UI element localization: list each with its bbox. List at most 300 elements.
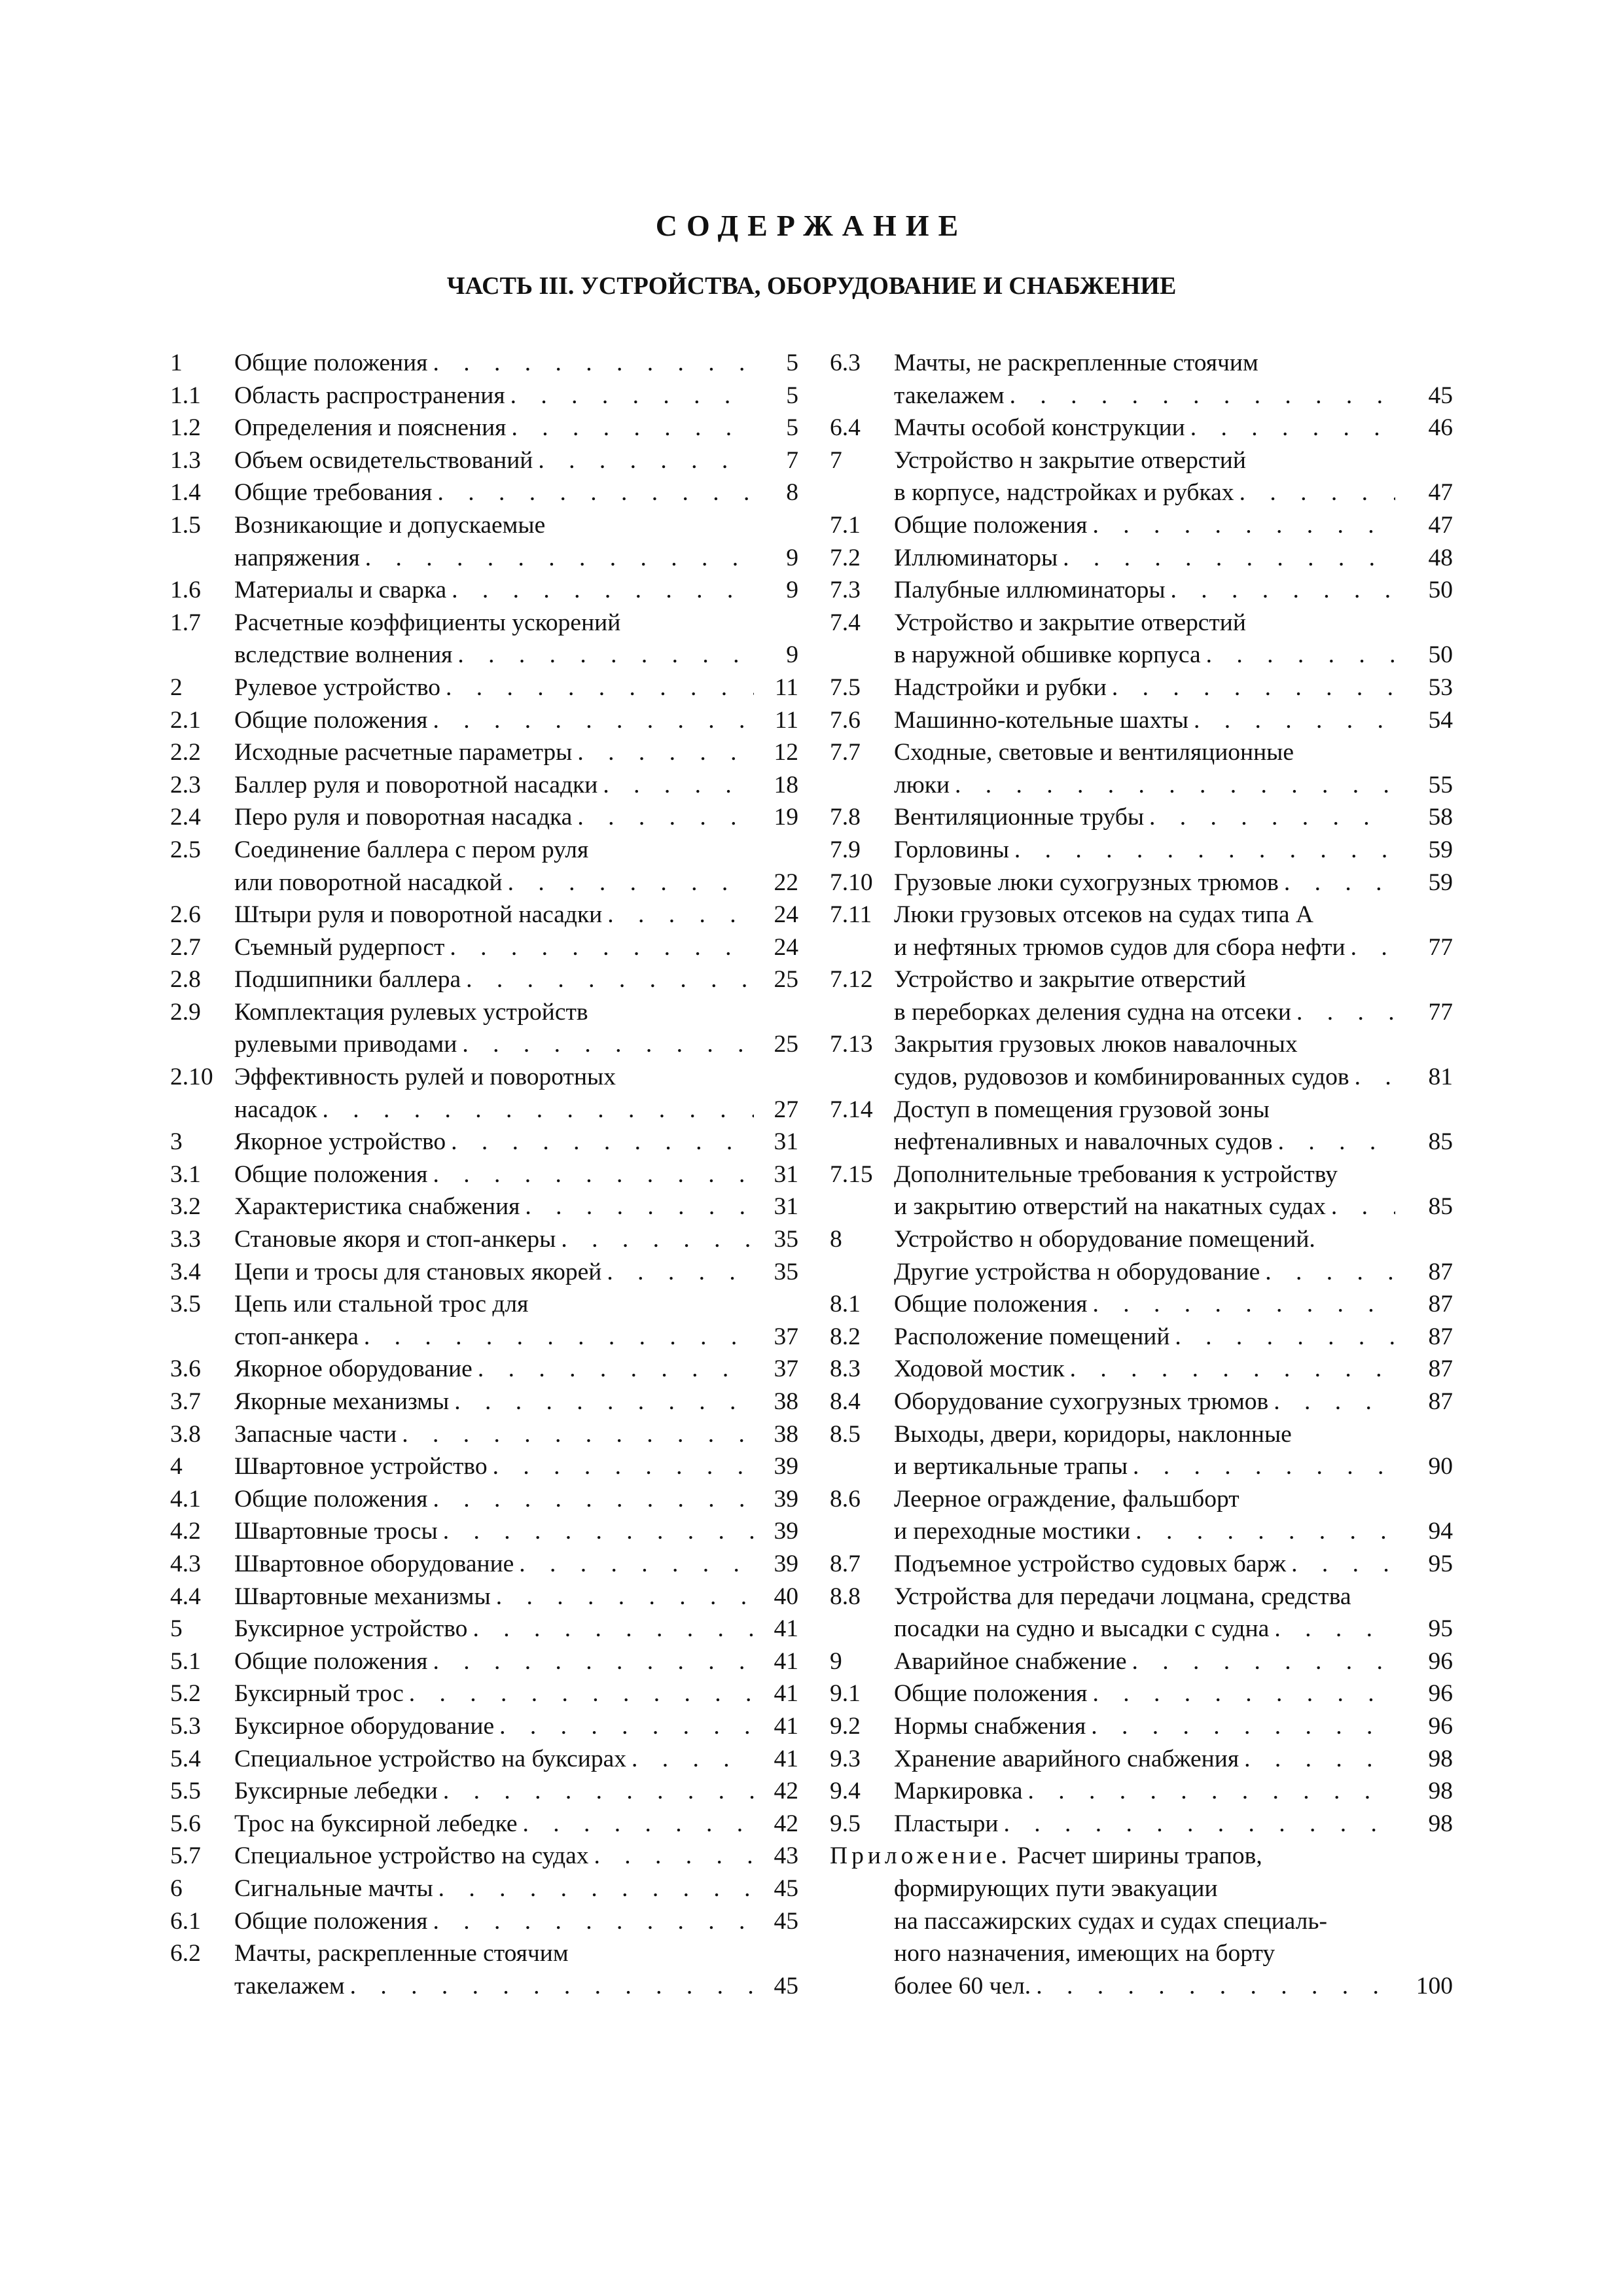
toc-entry (170, 899, 798, 931)
section-title: люки (894, 771, 950, 798)
toc-entry (830, 1418, 1453, 1483)
section-title: Общие положения (234, 1160, 428, 1188)
dot-leader (402, 1418, 754, 1451)
section-title: в корпусе, надстройках и рубках (894, 479, 1234, 507)
section-number: 4 (170, 1453, 183, 1480)
section-number: 6.1 (170, 1907, 201, 1935)
section-title: и переходные мостики (894, 1518, 1131, 1545)
toc-entry (170, 607, 798, 672)
toc-entry (830, 1386, 1453, 1418)
section-title: Иллюминаторы (894, 544, 1058, 571)
section-number: 2.3 (170, 771, 201, 798)
section-title: Цепь или стальной трос для (234, 1291, 529, 1318)
section-title: Устройство н оборудование помещений. (894, 1226, 1315, 1253)
appendix-line: формирующих пути эвакуации (894, 1874, 1218, 1902)
dot-leader (577, 736, 754, 769)
toc-entry (170, 931, 798, 964)
dot-leader (577, 801, 754, 834)
page-number: 35 (774, 1226, 798, 1253)
page-number: 18 (774, 771, 798, 798)
section-title: Область распространения (234, 382, 505, 409)
page-number: 98 (1428, 1810, 1453, 1837)
section-title: Устройства для передачи лоцмана, средства (894, 1583, 1351, 1610)
section-number: 2.2 (170, 739, 201, 766)
dot-leader (1112, 672, 1395, 704)
section-title: Хранение аварийного снабжения (894, 1745, 1240, 1772)
page-number: 11 (774, 673, 798, 701)
page-number: 47 (1428, 511, 1453, 539)
section-title: Общие положения (894, 511, 1088, 539)
toc-entry (830, 899, 1453, 963)
toc-entry (170, 1677, 798, 1710)
section-title: Грузовые люки сухогрузных трюмов (894, 869, 1279, 896)
section-number: 8.8 (830, 1583, 861, 1610)
section-title: напряжения (234, 544, 360, 571)
page-number: 96 (1428, 1647, 1453, 1675)
page-number: 43 (774, 1842, 798, 1870)
page-number: 87 (1428, 1258, 1453, 1285)
dot-leader (561, 1223, 754, 1256)
dot-leader (1171, 574, 1395, 607)
section-number: 7.3 (830, 577, 861, 604)
section-number: 5.2 (170, 1680, 201, 1708)
section-title: Якорное оборудование (234, 1355, 473, 1383)
section-number: 5.3 (170, 1712, 201, 1740)
page-number: 77 (1428, 933, 1453, 961)
section-number: 8.2 (830, 1323, 861, 1350)
page-number: 87 (1428, 1388, 1453, 1415)
page-number: 31 (774, 1160, 798, 1188)
section-title: Сходные, световые и вентиляционные (894, 739, 1294, 766)
toc-entry (170, 1873, 798, 1905)
dot-leader (433, 1483, 754, 1516)
toc-entry (170, 1808, 798, 1840)
dot-leader (451, 1126, 754, 1158)
section-number: 3.1 (170, 1160, 201, 1188)
section-title: Соединение баллера с пером руля (234, 836, 589, 863)
dot-leader (1240, 476, 1395, 509)
page-number: 47 (1428, 479, 1453, 507)
toc-entry (830, 574, 1453, 607)
page-number: 5 (786, 350, 798, 376)
dot-leader (1092, 1288, 1395, 1321)
section-title: и закрытию отверстий на накатных судах (894, 1193, 1326, 1221)
dot-leader (1149, 801, 1395, 834)
page-number: 9 (786, 641, 798, 669)
section-title: Съемный рудерпост (234, 933, 445, 961)
section-number: 4.4 (170, 1583, 201, 1610)
dot-leader (433, 704, 754, 737)
dot-leader (508, 867, 754, 899)
page-number: 31 (774, 1128, 798, 1156)
section-number: 1.1 (170, 382, 201, 409)
page-number: 39 (774, 1518, 798, 1545)
section-number: 3.4 (170, 1258, 201, 1285)
section-number: 2.6 (170, 901, 201, 929)
section-number: 7.9 (830, 836, 861, 863)
section-title: Мачты, не раскрепленные стоячим (894, 350, 1258, 376)
dot-leader (1028, 1775, 1395, 1808)
section-title: Возникающие и допускаемые (234, 511, 546, 539)
page-number: 35 (774, 1258, 798, 1285)
page-number: 8 (786, 479, 798, 507)
section-title: Исходные расчетные параметры (234, 739, 573, 766)
section-number: 5.5 (170, 1778, 201, 1805)
section-title: Буксирное устройство (234, 1615, 468, 1643)
section-title: Мачты, раскрепленные стоячим (234, 1940, 569, 1967)
page-number: 54 (1428, 706, 1453, 734)
dot-leader (466, 963, 754, 996)
page-number: 46 (1428, 414, 1453, 442)
section-number: 8.5 (830, 1420, 861, 1448)
section-title: Леерное ограждение, фальшборт (894, 1485, 1240, 1513)
dot-leader (1175, 1321, 1395, 1354)
toc-entry (830, 1645, 1453, 1678)
toc-entry (830, 1158, 1453, 1223)
dot-leader (450, 931, 754, 964)
dot-leader (438, 1873, 754, 1905)
page-number: 77 (1428, 998, 1453, 1026)
toc-entry (170, 1191, 798, 1223)
section-number: 5 (170, 1615, 183, 1643)
section-number: 7.8 (830, 804, 861, 831)
appendix-entry (830, 1840, 1453, 2002)
dot-leader (1091, 1710, 1395, 1743)
toc-entry (830, 607, 1453, 672)
page-title: СОДЕРЖАНИЕ (655, 209, 968, 242)
dot-leader (1133, 1450, 1395, 1483)
toc-entry (170, 509, 798, 574)
section-title: Общие положения (234, 1485, 428, 1513)
toc-entry (830, 1028, 1453, 1093)
section-number: 7.10 (830, 869, 873, 896)
page-number: 48 (1428, 544, 1453, 571)
toc-entry (830, 444, 1453, 509)
toc-entry (170, 1840, 798, 1873)
section-title: Устройство и закрытие отверстий (894, 609, 1246, 636)
section-number: 3.2 (170, 1193, 201, 1221)
dot-leader (511, 412, 754, 444)
section-number: 8.6 (830, 1485, 861, 1513)
toc-entry (830, 1775, 1453, 1808)
toc-entry (830, 1223, 1453, 1288)
section-title: Устройство н закрытие отверстий (894, 446, 1246, 474)
section-number: 2.5 (170, 836, 201, 863)
section-title: Пластыри (894, 1810, 999, 1837)
page-number: 94 (1428, 1518, 1453, 1545)
toc-entry (170, 834, 798, 899)
toc-entry (830, 1548, 1453, 1581)
section-number: 6.3 (830, 350, 861, 376)
section-number: 8.1 (830, 1291, 861, 1318)
page-number: 85 (1428, 1128, 1453, 1156)
page-number: 90 (1428, 1453, 1453, 1480)
toc-entry (170, 1288, 798, 1353)
page-number: 87 (1428, 1355, 1453, 1383)
section-title: Подъемное устройство судовых барж (894, 1550, 1287, 1577)
toc-entry (830, 1808, 1453, 1840)
toc-entry (170, 1256, 798, 1289)
dot-leader (1070, 1353, 1395, 1386)
section-number: 9.2 (830, 1712, 861, 1740)
toc-entry (170, 347, 798, 380)
section-title: Общие положения (894, 1680, 1088, 1708)
page-number: 95 (1428, 1615, 1453, 1643)
appendix-line: на пассажирских судах и судах специаль- (894, 1907, 1327, 1935)
section-title: Устройство и закрытие отверстий (894, 966, 1246, 994)
appendix-line: ного назначения, имеющих на борту (894, 1940, 1275, 1967)
dot-leader (1355, 1061, 1395, 1094)
page-number: 22 (774, 869, 798, 896)
section-title: Специальное устройство на судах (234, 1842, 589, 1870)
section-number: 7.1 (830, 511, 861, 539)
dot-leader (1278, 1126, 1395, 1158)
section-title: Швартовные тросы (234, 1518, 438, 1545)
section-title: и вертикальные трапы (894, 1453, 1128, 1480)
toc-entry (170, 672, 798, 704)
page-number: 31 (774, 1193, 798, 1221)
section-number: 2.1 (170, 706, 201, 734)
page-number: 25 (774, 1031, 798, 1058)
toc-entry (830, 1710, 1453, 1743)
toc-entry (830, 1321, 1453, 1354)
section-number: 5.4 (170, 1745, 201, 1772)
appendix-line: Расчет ширины трапов, (1017, 1842, 1262, 1870)
section-title: Мачты особой конструкции (894, 414, 1185, 442)
section-title: Характеристика снабжения (234, 1193, 520, 1221)
section-title: Маркировка (894, 1778, 1023, 1805)
section-number: 1.4 (170, 479, 201, 507)
section-title: Люки грузовых отсеков на судах типа А (894, 901, 1313, 929)
section-title: Расположение помещений (894, 1323, 1170, 1350)
page-number: 38 (774, 1388, 798, 1415)
page-number: 45 (774, 1972, 798, 2000)
section-title: Комплектация рулевых устройств (234, 998, 588, 1026)
toc-entry (170, 801, 798, 834)
page-number: 45 (1428, 382, 1453, 409)
section-title: Трос на буксирной лебедке (234, 1810, 518, 1837)
page-number: 40 (774, 1583, 798, 1610)
section-title: Цепи и тросы для становых якорей (234, 1258, 602, 1285)
dot-leader (1135, 1515, 1395, 1548)
page-number: 87 (1428, 1323, 1453, 1350)
section-number: 9.5 (830, 1810, 861, 1837)
section-number: 5.7 (170, 1842, 201, 1870)
section-number: 7.12 (830, 966, 873, 994)
section-title: и нефтяных трюмов судов для сбора нефти (894, 933, 1346, 961)
section-title: Горловины (894, 836, 1009, 863)
section-title: Другие устройства н оборудование (894, 1258, 1260, 1285)
section-number: 8.4 (830, 1388, 861, 1415)
section-title: Становые якоря и стоп-анкеры (234, 1226, 556, 1253)
dot-leader (1351, 931, 1395, 964)
toc-right-column (830, 347, 1453, 2002)
section-title: рулевыми приводами (234, 1031, 457, 1058)
section-number: 3.8 (170, 1420, 201, 1448)
page-number: 45 (774, 1874, 798, 1902)
dot-leader (607, 1256, 754, 1289)
dot-leader (1010, 380, 1395, 412)
dot-leader (493, 1450, 754, 1483)
section-title: вследствие волнения (234, 641, 453, 669)
dot-leader (433, 1645, 754, 1678)
dot-leader (594, 1840, 754, 1873)
section-title: Рулевое устройство (234, 673, 441, 701)
section-title: Закрытия грузовых люков навалочных (894, 1031, 1298, 1058)
section-title: Машинно-котельные шахты (894, 706, 1188, 734)
toc-entry (830, 736, 1453, 801)
page-number: 24 (774, 901, 798, 929)
page-number: 45 (774, 1907, 798, 1935)
section-number: 3.7 (170, 1388, 201, 1415)
section-title: Объем освидетельствований (234, 446, 533, 474)
dot-leader (443, 1515, 754, 1548)
page-number: 59 (1428, 869, 1453, 896)
section-number: 3.5 (170, 1291, 201, 1318)
section-number: 7.7 (830, 739, 861, 766)
section-title: Определения и пояснения (234, 414, 507, 442)
dot-leader (1244, 1743, 1395, 1776)
dot-leader (1036, 1970, 1395, 2003)
dot-leader (1274, 1386, 1395, 1418)
section-number: 9.1 (830, 1680, 861, 1708)
toc-entry (170, 1710, 798, 1743)
section-title: Аварийное снабжение (894, 1647, 1127, 1675)
section-number: 5.6 (170, 1810, 201, 1837)
dot-leader (1092, 1677, 1395, 1710)
section-number: 8.7 (830, 1550, 861, 1577)
section-number: 2 (170, 673, 183, 701)
section-number: 4.1 (170, 1485, 201, 1513)
dot-leader (538, 444, 754, 477)
dot-leader (607, 899, 754, 931)
page-number: 25 (774, 966, 798, 994)
dot-leader (1194, 704, 1395, 737)
page-number: 39 (774, 1453, 798, 1480)
toc-entry (830, 867, 1453, 899)
section-title: Перо руля и поворотная насадка (234, 804, 573, 831)
toc-entry (170, 1548, 798, 1581)
section-title: Палубные иллюминаторы (894, 577, 1166, 604)
dot-leader (452, 574, 754, 607)
section-number: 8 (830, 1226, 842, 1253)
section-title: в переборках деления судна на отсеки (894, 998, 1291, 1026)
section-title: посадки на судно и высадки с судна (894, 1615, 1270, 1643)
section-title: нефтеналивных и навалочных судов (894, 1128, 1273, 1156)
appendix-label: Приложение. (830, 1842, 1011, 1870)
section-number: 7.11 (830, 901, 872, 929)
dot-leader (437, 476, 754, 509)
toc-entry (170, 1158, 798, 1191)
page-number: 96 (1428, 1680, 1453, 1708)
toc-entry (830, 801, 1453, 834)
dot-leader (323, 1094, 754, 1126)
section-number: 5.1 (170, 1647, 201, 1675)
toc-entry (170, 574, 798, 607)
page-number: 42 (774, 1778, 798, 1805)
dot-leader (1190, 412, 1395, 444)
section-number: 2.9 (170, 998, 201, 1026)
dot-leader (1296, 996, 1395, 1029)
toc-entry (830, 704, 1453, 737)
page-number: 39 (774, 1485, 798, 1513)
section-number: 7.15 (830, 1160, 873, 1188)
section-number: 6.4 (830, 414, 861, 442)
page-number: 12 (774, 739, 798, 766)
toc-entry (170, 769, 798, 802)
section-title: Специальное устройство на буксирах (234, 1745, 626, 1772)
dot-leader (1004, 1808, 1396, 1840)
section-title: Общие положения (234, 1907, 428, 1935)
section-number: 6 (170, 1874, 183, 1902)
section-title: Общие требования (234, 479, 433, 507)
page-number: 41 (774, 1647, 798, 1675)
toc-entry (830, 1677, 1453, 1710)
section-title: такелажем (894, 382, 1005, 409)
toc-entry (830, 963, 1453, 1028)
section-number: 2.10 (170, 1064, 213, 1091)
appendix-line: более 60 чел. (894, 1972, 1031, 2000)
page-number: 87 (1428, 1291, 1453, 1318)
section-number: 9.3 (830, 1745, 861, 1772)
section-title: Общие положения (234, 350, 428, 376)
toc-entry (830, 1288, 1453, 1321)
toc-entry (170, 1775, 798, 1808)
dot-leader (523, 1808, 754, 1840)
dot-leader (350, 1970, 754, 2003)
section-title: такелажем (234, 1972, 345, 2000)
page-number: 24 (774, 933, 798, 961)
section-title: Буксирное оборудование (234, 1712, 495, 1740)
dot-leader (457, 639, 754, 672)
section-title: Вентиляционные трубы (894, 804, 1145, 831)
dot-leader (525, 1191, 754, 1223)
dot-leader (510, 380, 754, 412)
toc-entry (830, 1094, 1453, 1158)
page-number: 98 (1428, 1778, 1453, 1805)
toc-entry (830, 1353, 1453, 1386)
page-number: 50 (1428, 577, 1453, 604)
section-title: Швартовные механизмы (234, 1583, 491, 1610)
toc-entry (830, 347, 1453, 412)
dot-leader (462, 1028, 754, 1061)
dot-leader (454, 1386, 754, 1418)
section-number: 3 (170, 1128, 183, 1156)
section-number: 1.5 (170, 511, 201, 539)
toc-entry (170, 380, 798, 412)
toc-entry (830, 834, 1453, 867)
dot-leader (519, 1548, 754, 1581)
page-number: 9 (786, 544, 798, 571)
section-title: Швартовное устройство (234, 1453, 488, 1480)
toc-entry (830, 1743, 1453, 1776)
page-number: 95 (1428, 1550, 1453, 1577)
dot-leader (433, 347, 754, 380)
dot-leader (1291, 1548, 1395, 1581)
section-number: 3.6 (170, 1355, 201, 1383)
section-title: Якорные механизмы (234, 1388, 450, 1415)
toc-entry (170, 476, 798, 509)
toc-entry (170, 1905, 798, 1938)
toc-entry (830, 672, 1453, 704)
page-number: 96 (1428, 1712, 1453, 1740)
section-title: Нормы снабжения (894, 1712, 1086, 1740)
section-number: 9 (830, 1647, 842, 1675)
dot-leader (1132, 1645, 1395, 1678)
page-number: 5 (786, 382, 798, 409)
section-number: 7.5 (830, 673, 861, 701)
toc-entry (830, 509, 1453, 542)
